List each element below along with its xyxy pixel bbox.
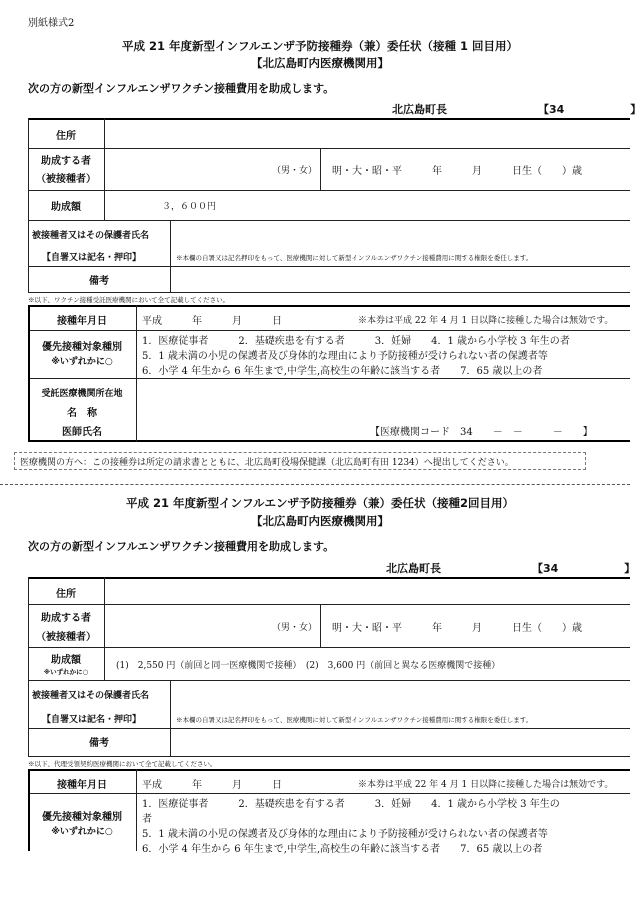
birth-field[interactable]: 明・大・昭・平 年 月 日生（ ）歳 bbox=[332, 166, 582, 177]
guardian-label: 被接種者又はその保護者氏名 bbox=[32, 231, 150, 241]
table-rule bbox=[320, 148, 321, 190]
form-id: 別紙様式2 bbox=[28, 18, 75, 29]
table-border bbox=[28, 440, 630, 442]
table-border bbox=[28, 305, 630, 307]
table-border bbox=[28, 118, 630, 120]
table-rule bbox=[28, 292, 630, 293]
amount-label-2: 助成額 bbox=[51, 655, 81, 666]
clinic-code: 【医療機関コード 34 － － － 】 bbox=[370, 427, 593, 438]
page-subtitle: 【北広島町内医療機関用】 bbox=[251, 56, 389, 70]
priority-label: 優先接種対象種別 bbox=[42, 342, 122, 353]
priority-option-2[interactable]: 5．1 歳未満の小児の保護者及び身体的な理由により予防接種が受けられない者の保護者等 bbox=[142, 351, 548, 362]
table-rule bbox=[28, 220, 630, 221]
subject-label: 助成する者 bbox=[41, 156, 91, 167]
intro-text: 次の方の新型インフルエンザワクチン接種費用を助成します。 bbox=[28, 82, 335, 95]
sign-label: 【自署又は記名・押印】 bbox=[42, 253, 142, 263]
clinic-location-label: 受託医療機関所在地 bbox=[41, 389, 123, 399]
subject-label-sub-2: （被接種者） bbox=[36, 632, 96, 643]
date-field[interactable]: 平成 年 月 日 bbox=[142, 316, 282, 327]
priority-sub-2: ※いずれかに○ bbox=[51, 827, 113, 837]
remarks-label: 備考 bbox=[89, 276, 109, 287]
subject-label-sub: （被接種者） bbox=[36, 174, 96, 185]
table-rule bbox=[28, 330, 630, 331]
remarks-label-2: 備考 bbox=[89, 738, 109, 749]
sign-note: ※本欄の自署又は記名押印をもって、医療機関に対して新型インフルエンザワクチン接種費用に関する権限を委任します。 bbox=[176, 254, 533, 262]
table-rule bbox=[170, 680, 171, 756]
table-rule bbox=[28, 604, 630, 605]
priority-sub: ※いずれかに○ bbox=[51, 357, 113, 367]
priority-option-1[interactable]: 1．医療従事者 2．基礎疾患を有する者 3．妊婦 4．1 歳から小学校 3 年生の者 bbox=[142, 336, 570, 347]
clinic-note: ※以下、ワクチン接種受託医療機関において全て記載してください。 bbox=[28, 296, 230, 304]
gender-field[interactable]: （男・女） bbox=[272, 166, 318, 176]
priority-option-2-2[interactable]: 5．1 歳未満の小児の保護者及び身体的な理由により予防接種が受けられない者の保護者等 bbox=[142, 829, 548, 840]
priority-option-1-2[interactable]: 1．医療従事者 2．基礎疾患を有する者 3．妊婦 4．1 歳から小学校 3 年生の bbox=[142, 799, 560, 810]
table-rule bbox=[28, 793, 630, 794]
table-rule bbox=[136, 769, 137, 851]
date-note-2: ※本券は平成 22 年 4 月 1 日以降に接種した場合は無効です。 bbox=[358, 780, 614, 790]
table-rule bbox=[28, 680, 630, 681]
date-field-2[interactable]: 平成 年 月 日 bbox=[142, 780, 282, 791]
amount-sub-2: ※いずれかに○ bbox=[43, 668, 89, 676]
date-note: ※本券は平成 22 年 4 月 1 日以降に接種した場合は無効です。 bbox=[358, 316, 614, 326]
intro-text-2: 次の方の新型インフルエンザワクチン接種費用を助成します。 bbox=[28, 540, 335, 553]
issuer-name-2: 北広島町長 bbox=[386, 562, 441, 575]
page-title-2: 平成 21 年度新型インフルエンザ予防接種券（兼）委任状（接種2回目用） bbox=[125, 496, 515, 510]
guardian-label-2: 被接種者又はその保護者氏名 bbox=[32, 691, 150, 701]
birth-field-2[interactable]: 明・大・昭・平 年 月 日生（ ）歳 bbox=[332, 623, 582, 634]
priority-option-1b-2: 者 bbox=[142, 814, 152, 825]
gender-field-2[interactable]: （男・女） bbox=[272, 623, 318, 633]
table-rule bbox=[28, 647, 630, 648]
table-rule bbox=[104, 577, 105, 680]
table-rule bbox=[28, 378, 630, 379]
priority-option-3[interactable]: 6．小学 4 年生から 6 年生まで,中学生,高校生の年齢に該当する者 7．65 歳以上の者 bbox=[142, 366, 543, 377]
table-rule bbox=[136, 305, 137, 442]
table-rule bbox=[28, 728, 630, 729]
footer-note: 医療機関の方へ：この接種券は所定の請求書とともに、北広島町役場保健課（北広島町有田 1234）へ提出してください。 bbox=[20, 458, 514, 468]
amount-label: 助成額 bbox=[51, 202, 81, 213]
table-rule bbox=[28, 266, 630, 267]
address-label-2: 住所 bbox=[56, 589, 76, 600]
table-rule bbox=[28, 756, 630, 757]
page-title: 平成 21 年度新型インフルエンザ予防接種券（兼）委任状（接種 1 回目用） bbox=[121, 39, 519, 53]
table-rule bbox=[320, 604, 321, 647]
date-label: 接種年月日 bbox=[57, 316, 107, 327]
date-label-2: 接種年月日 bbox=[57, 780, 107, 791]
amount-value: ３，６００円 bbox=[162, 202, 217, 212]
table-rule bbox=[28, 148, 630, 149]
table-border bbox=[28, 769, 630, 771]
priority-label-2: 優先接種対象種別 bbox=[42, 812, 122, 823]
table-rule bbox=[104, 118, 105, 220]
doctor-label: 医師氏名 bbox=[62, 427, 102, 438]
sign-label-2: 【自署又は記名・押印】 bbox=[42, 715, 142, 725]
address-label: 住所 bbox=[56, 131, 76, 142]
clinic-name-label: 名 称 bbox=[67, 408, 97, 419]
page-subtitle-2: 【北広島町内医療機関用】 bbox=[251, 514, 389, 528]
issuer-code-2: 【34 】 bbox=[532, 562, 636, 575]
table-rule bbox=[170, 220, 171, 292]
table-border bbox=[28, 577, 630, 579]
priority-option-3-2[interactable]: 6．小学 4 年生から 6 年生まで,中学生,高校生の年齢に該当する者 7．65 歳以上の者 bbox=[142, 844, 543, 855]
table-rule bbox=[28, 190, 630, 191]
issuer-code: 【34 】 bbox=[538, 103, 641, 116]
issuer-name: 北広島町長 bbox=[392, 103, 447, 116]
subject-label-2: 助成する者 bbox=[41, 613, 91, 624]
amount-options-2[interactable]: (1) 2,550 円（前回と同一医療機関で接種） (2) 3,600 円（前回と異なる医療機関で接種） bbox=[116, 661, 501, 671]
clinic-note-2: ※以下、代理受領契約医療機関において全て記載してください。 bbox=[28, 760, 217, 768]
sign-note-2: ※本欄の自署又は記名押印をもって、医療機関に対して新型インフルエンザワクチン接種費用に関する権限を委任します。 bbox=[176, 716, 533, 724]
cut-line bbox=[0, 484, 630, 485]
